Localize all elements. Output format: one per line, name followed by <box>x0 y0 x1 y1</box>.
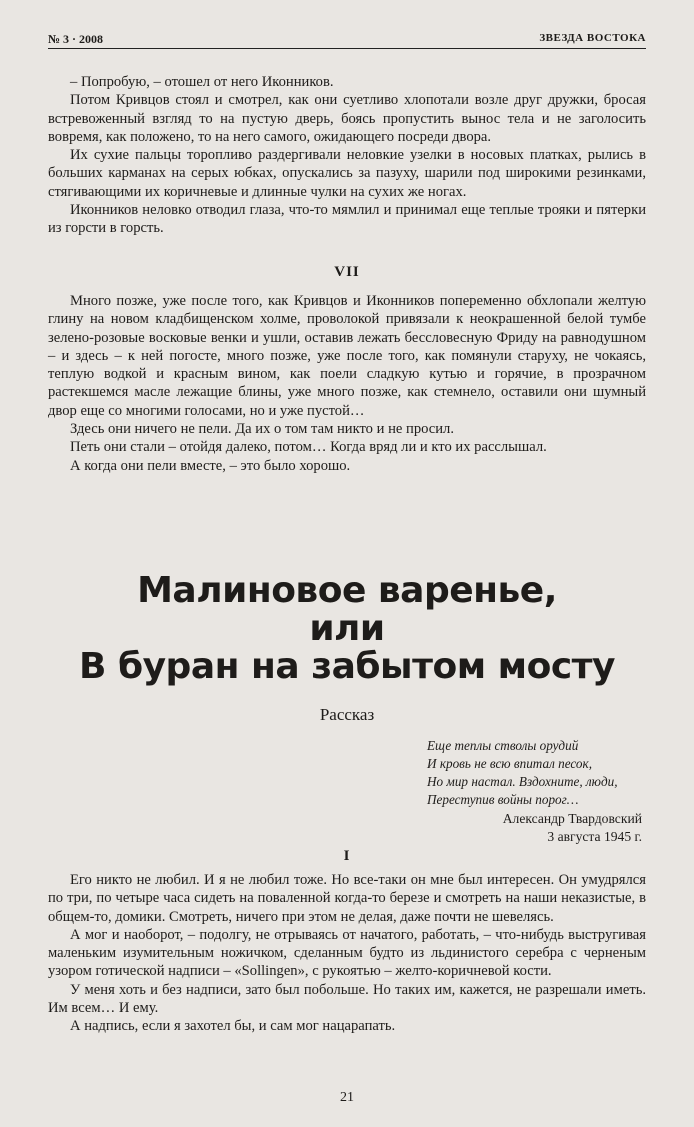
previous-chapter-ending <box>48 73 646 238</box>
epigraph <box>427 737 618 809</box>
paragraph: Потом Кривцов стоял и смотрел, как они суетливо хлопотали возле друг дружки, бросая встревоженный взгляд то на пустую дверь, боясь пропустить вынос тела и не заголосить вовремя, как положено, то на него самого, ожидающего посреди двора. <box>48 92 646 145</box>
paragraph: Его никто не любил. И я не любил тоже. Но все-таки он мне был интересен. Он умудрялся по три, по четыре часа сидеть на поваленной когда-то березе и смотреть на наши неказистые, в общем-то, домики. Смотреть, ничего при этом не делая, даже почти не шевелясь. <box>48 872 646 925</box>
page-number: 21 <box>340 1090 354 1105</box>
story-title <box>48 572 646 686</box>
chapter-seven-text <box>48 292 646 475</box>
paragraph: А надпись, если я захотел бы, и сам мог нацарапать. <box>70 1018 396 1035</box>
title-line: Малиновое варенье, <box>137 570 557 611</box>
story-text <box>48 871 646 1036</box>
paragraph: А мог и наоборот, – подолгу, не отрываясь от начатого, работать, – что-нибудь выстругивая маленьким изумительным ножичком, сделанным будто из льдинистого серебра с черненым узором готической надписи – «Sollingen», с рукоятью – желто-коричневой кости. <box>48 926 646 980</box>
issue-number: № 3 · 2008 <box>48 32 104 46</box>
running-header <box>48 30 646 48</box>
paragraph: Иконников неловко отводил глаза, что-то мямлил и принимал еще теплые трояки и пятерки из горсти в горсть. <box>48 202 646 237</box>
paragraph: Много позже, уже после того, как Кривцов и Иконников попеременно обхлопали желтую глину на новом кладбищенском холме, проволокой привязали к неокрашенной белой тумбе зелено-розовые восковые венки и ушли, оставив лежать бессловесную Фриду на равнодушном – и здесь – к ней погосте, много позже, уже после того, как помянули старуху, не чокаясь, теплую водкой и красным вином, как поели сладкую кутью и горячие, в прозрачном растекшемся масле лежащие блины, уже много позже, как стемнело, оставили они шумный двор еще со многими голосами, но и уже пустой… <box>48 293 646 419</box>
paragraph: Петь они стали – отойдя далеко, потом… Когда вряд ли и кто их расслышал. <box>70 439 547 456</box>
epigraph-line: И кровь не всю впитал песок, <box>427 756 592 771</box>
epigraph-line: Переступив войны порог… <box>427 792 579 807</box>
chapter-number: VII <box>334 264 360 280</box>
story-genre: Рассказ <box>319 705 375 724</box>
journal-name: ЗВЕЗДА ВОСТОКА <box>539 32 646 44</box>
header-rule <box>48 48 646 49</box>
epigraph-date: 3 августа 1945 г. <box>547 829 642 844</box>
title-line: В буран на забытом мосту <box>78 646 616 687</box>
epigraph-author: Александр Твардовский <box>502 811 642 826</box>
chapter-number: I <box>343 848 351 864</box>
epigraph-line: Но мир настал. Вздохните, люди, <box>427 774 618 789</box>
paragraph: Их сухие пальцы торопливо раздергивали неловкие узелки в носовых платках, рылись в больших карманах на серых юбках, опускались за пазуху, шарили под широкими резинками, стягивающими их коричневые и длинные чулки на сухих же ногах. <box>48 147 646 200</box>
paragraph: Здесь они ничего не пели. Да их о том там никто и не просил. <box>70 421 454 438</box>
epigraph-line: Еще теплы стволы орудий <box>427 738 579 753</box>
paragraph: А когда они пели вместе, – это было хорошо. <box>70 457 351 474</box>
paragraph: – Попробую, – отошел от него Иконников. <box>70 74 334 90</box>
title-line: или <box>309 608 385 649</box>
paragraph: У меня хоть и без надписи, зато был побольше. Но таких им, кажется, не разрешали иметь. Им всем… И ему. <box>48 981 646 1017</box>
